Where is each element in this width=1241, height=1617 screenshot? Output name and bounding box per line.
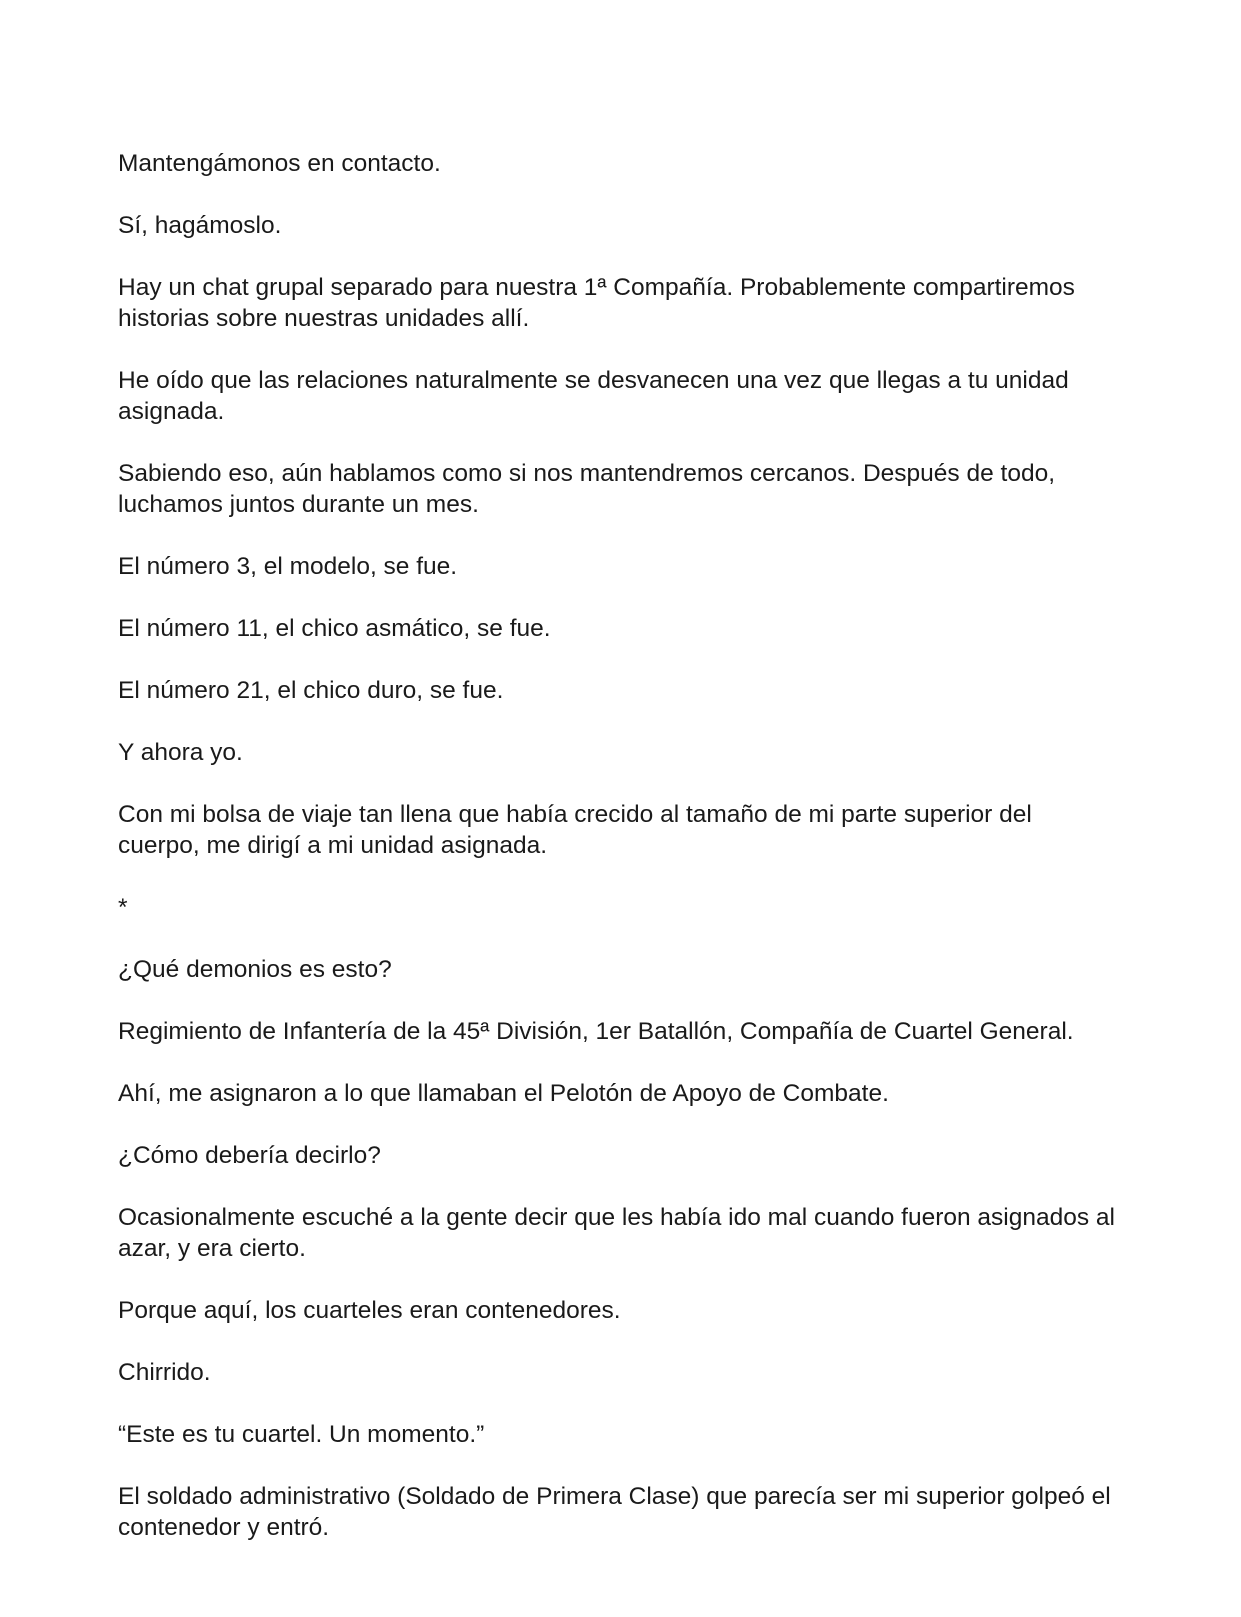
paragraph: He oído que las relaciones naturalmente se desvanecen una vez que llegas a tu unidad asignada. [118,367,1069,425]
paragraph: El número 11, el chico asmático, se fue. [118,615,551,642]
scene-break: * [118,894,128,921]
paragraph: “Este es tu cuartel. Un momento.” [118,1421,485,1448]
paragraph: Regimiento de Infantería de la 45ª División, 1er Batallón, Compañía de Cuartel General. [118,1018,1074,1045]
paragraph: Con mi bolsa de viaje tan llena que había crecido al tamaño de mi parte superior del cuerpo, me dirigí a mi unidad asignada. [118,801,1032,859]
paragraph: Chirrido. [118,1359,211,1386]
paragraph: Ocasionalmente escuché a la gente decir que les había ido mal cuando fueron asignados al azar, y era cierto. [118,1204,1115,1262]
paragraph: El número 3, el modelo, se fue. [118,553,458,580]
document-body [118,148,1118,1574]
paragraph: Ahí, me asignaron a lo que llamaban el Pelotón de Apoyo de Combate. [118,1080,889,1107]
paragraph: Sí, hagámoslo. [118,212,282,239]
paragraph: El número 21, el chico duro, se fue. [118,677,504,704]
paragraph: ¿Cómo debería decirlo? [118,1142,381,1169]
paragraph: El soldado administrativo (Soldado de Primera Clase) que parecía ser mi superior golpeó el contenedor y entró. [118,1483,1111,1541]
paragraph: ¿Qué demonios es esto? [118,956,392,983]
paragraph: Y ahora yo. [118,739,243,766]
paragraph: Porque aquí, los cuarteles eran contenedores. [118,1297,621,1324]
paragraph: Mantengámonos en contacto. [118,150,441,177]
paragraph: Sabiendo eso, aún hablamos como si nos mantendremos cercanos. Después de todo, luchamos juntos durante un mes. [118,460,1056,518]
paragraph: Hay un chat grupal separado para nuestra 1ª Compañía. Probablemente compartiremos historias sobre nuestras unidades allí. [118,274,1075,332]
